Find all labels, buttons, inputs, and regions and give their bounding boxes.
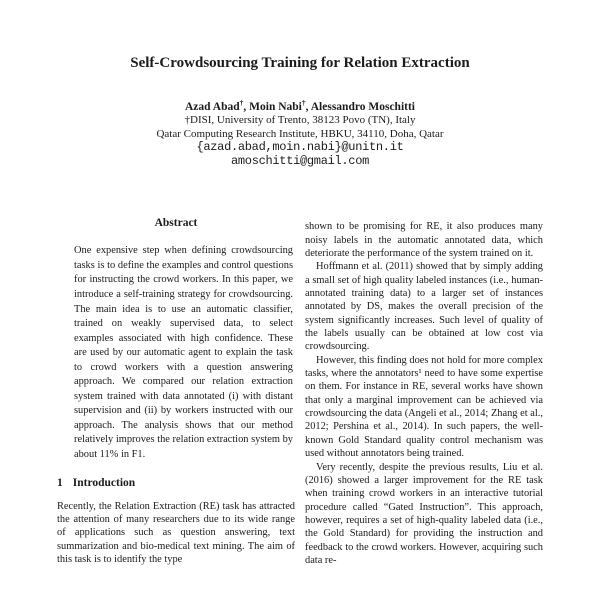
two-column-body xyxy=(57,217,543,567)
right-column xyxy=(305,217,543,567)
author-affiliation-mark: † xyxy=(301,98,306,107)
left-column xyxy=(57,217,295,567)
author-line xyxy=(57,96,543,114)
author-affiliation-mark: † xyxy=(239,98,244,107)
affiliation-line: Qatar Computing Research Institute, HBKU, 34110, Doha, Qatar xyxy=(156,127,444,140)
affiliation-line: †DISI, University of Trento, 38123 Povo (TN), Italy xyxy=(184,114,416,127)
paragraph: Hoffmann et al. (2011) showed that by simply adding a small set of high quality labeled instances (i.e., human-annotated training data) to a larger set of instances annotated by DS, makes the overall precision of the system significantly increases. Such level of quality of the labels usually can be obtained at low cost via crowdsourcing. xyxy=(305,261,543,353)
abstract-heading: Abstract xyxy=(154,217,198,230)
abstract-text: One expensive step when defining crowdsourcing tasks is to define the examples and control questions for instructing the crowd workers. In this paper, we introduce a self-training strategy for crowdsourcing. The main idea is to use an automatic classifier, trained on weakly supervised data, to select examples associated with high confidence. These are used by our automatic agent to explain the task to crowd workers with a question answering approach. We compared our relation extraction system trained with data annotated (i) with distant supervision and (ii) by workers instructed with our approach. The analysis shows that our method relatively improves the relation extraction system by about 11% in F1. xyxy=(74,245,293,460)
email-line: amoschitti@gmail.com xyxy=(230,153,370,168)
paragraph: Very recently, despite the previous results, Liu et al. (2016) showed a larger improvement for the RE task when training crowd workers in an interactive tutorial procedure called “Gated Instruction”. This approach, however, requires a set of high-quality labeled data (i.e., the Gold Standard) for providing the instruction and feedback to the crowd workers. However, acquiring such data re- xyxy=(305,461,543,566)
author-name: , Alessandro Moschitti xyxy=(305,100,415,113)
email-line: {azad.abad,moin.nabi}@unitn.it xyxy=(196,140,404,155)
author-name: , Moin Nabi xyxy=(243,100,302,113)
paper-title: Self-Crowdsourcing Training for Relation Extraction xyxy=(130,55,470,71)
paragraph: However, this finding does not hold for more complex tasks, where the annotators¹ need to have some expertise on them. For instance in RE, several works have shown that only a marginal improvement can be achieved via crowdsourcing the data (Angeli et al., 2014; Zhang et al., 2012; Pershina et al., 2014). In such papers, the well-known Gold Standard quality control mechanism was used without annotators being trained. xyxy=(305,354,543,460)
paragraph: shown to be promising for RE, it also produces many noisy labels in the automatic annotated data, which deteriorate the performance of the system trained on it. xyxy=(305,221,543,260)
section-heading-introduction xyxy=(57,477,295,489)
section-title: Introduction xyxy=(72,476,136,489)
author-name: Azad Abad xyxy=(185,100,240,113)
paragraph: Recently, the Relation Extraction (RE) task has attracted the attention of many researchers due to its wide range of applications such as question answering, text summarization and bio-medical text mining. The aim of this task is to identify the type xyxy=(57,500,295,565)
section-number: 1 xyxy=(57,476,63,489)
